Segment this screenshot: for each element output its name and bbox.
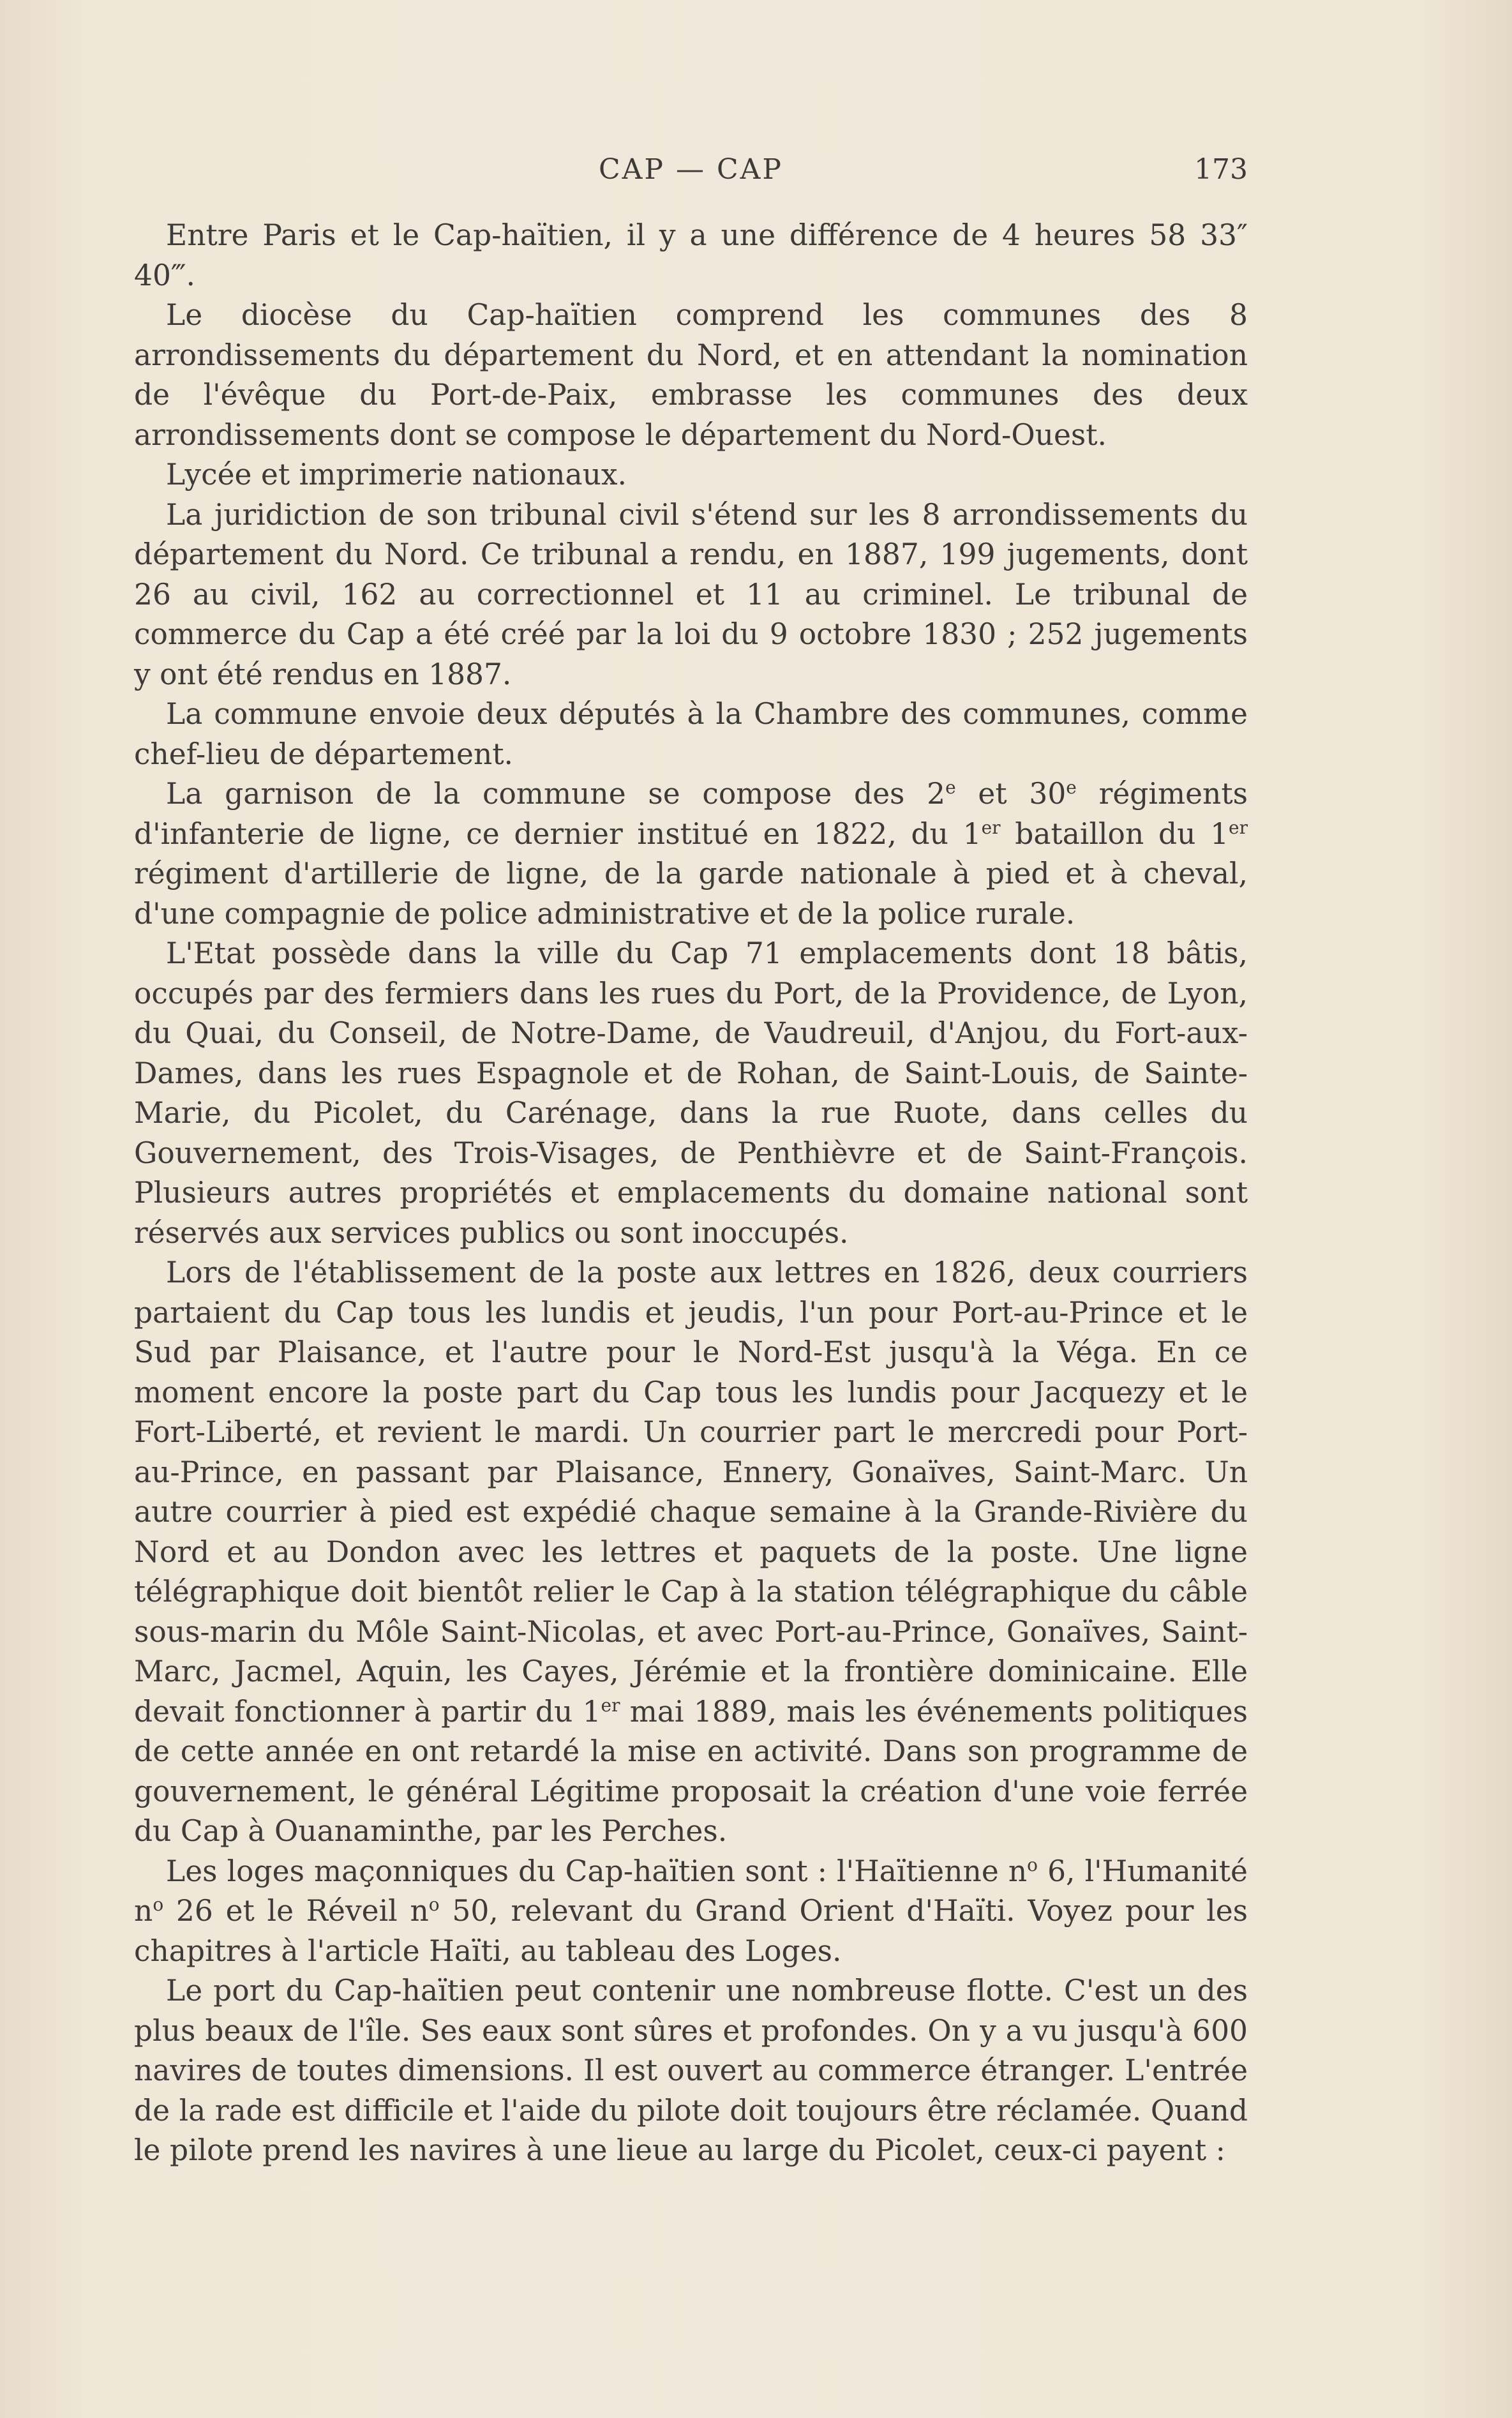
paragraph-garrison: La garnison de la commune se compose des 2e et 30e régiments d'infanterie de ligne, ce dernier institué en 1822, du 1er bataillon du 1er régiment d'artillerie de ligne, de la garde nationale à pied et à cheval, d'une compagnie de police administrative et de la police rurale. [134,777,1248,931]
page-number: 173 [1194,153,1248,186]
paragraph-state-property: L'Etat possède dans la ville du Cap 71 emplacements dont 18 bâtis, occupés par des fermiers dans les rues du Port, de la Providence, de Lyon, du Quai, du Conseil, de Notre-Dame, de Vaudreuil, d'Anjou, du Fort-aux-Dames, dans les rues Espagnole et de Rohan, de Saint-Louis, de Sainte-Marie, du Picolet, du Carénage, dans la rue Ruote, dans celles du Gouvernement, des Trois-Visages, de Penthièvre et de Saint-François. Plusieurs autres propriétés et emplacements du domaine national sont réservés aux services publics ou sont inoccupés. [134,936,1248,1250]
paragraph-time-difference: Entre Paris et le Cap-haïtien, il y a une différence de 4 heures 58 33″ 40‴. [134,218,1248,292]
paragraph-postal-service: Lors de l'établissement de la poste aux lettres en 1826, deux courriers partaient du Cap tous les lundis et jeudis, l'un pour Port-au-Prince et le Sud par Plaisance, et l'autre pour le Nord-Est jusqu'à la Véga. En ce moment encore la poste part du Cap tous les lundis pour Jacquezy et le Fort-Liberté, et revient le mardi. Un courrier part le mercredi pour Port-au-Prince, en passant par Plaisance, Ennery, Gonaïves, Saint-Marc. Un autre courrier à pied est expédié chaque semaine à la Grande-Rivière du Nord et au Dondon avec les lettres et paquets de la poste. Une ligne télégraphique doit bientôt relier le Cap à la station télégraphique du câble sous-marin du Môle Saint-Nicolas, et avec Port-au-Prince, Gonaïves, Saint-Marc, Jacmel, Aquin, les Cayes, Jérémie et la frontière dominicaine. Elle devait fonctionner à partir du 1er mai 1889, mais les événements politiques de cette année en ont retardé la mise en activité. Dans son programme de gouvernement, le général Légitime proposait la création d'une voie ferrée du Cap à Ouanaminthe, par les Perches. [134,1256,1248,1848]
paragraph-deputies: La commune envoie deux députés à la Chambre des communes, comme chef-lieu de département. [134,697,1248,771]
paragraph-lycee: Lycée et imprimerie nationaux. [166,458,627,492]
page-header [134,153,1248,198]
page-body [134,216,1248,2171]
running-title: CAP — CAP [598,153,784,186]
paragraph-tribunal: La juridiction de son tribunal civil s'étend sur les 8 arrondissements du département du Nord. Ce tribunal a rendu, en 1887, 199 jugements, dont 26 au civil, 162 au correctionnel et 11 au criminel. Le tribunal de commerce du Cap a été créé par la loi du 9 octobre 1830 ; 252 jugements y ont été rendus en 1887. [134,497,1248,691]
paragraph-diocese: Le diocèse du Cap-haïtien comprend les communes des 8 arrondissements du département du Nord, et en attendant la nomination de l'évêque du Port-de-Paix, embrasse les communes des deux arrondissements dont se compose le département du Nord-Ouest. [134,298,1248,452]
paragraph-masonic-lodges: Les loges maçonniques du Cap-haïtien sont : l'Haïtienne $n^o$ 6, l'Humanité $n^o$ 26 et le Réveil $n^o$ 50, relevant du Grand Orient d'Haïti. Voyez pour les chapitres à l'article Haïti, au tableau des Loges. [134,1854,1248,1968]
paragraph-port: Le port du Cap-haïtien peut contenir une nombreuse flotte. C'est un des plus beaux de l'île. Ses eaux sont sûres et profondes. On y a vu jusqu'à 600 navires de toutes dimensions. Il est ouvert au commerce étranger. L'entrée de la rade est difficile et l'aide du pilote doit toujours être réclamée. Quand le pilote prend les navires à une lieue au large du Picolet, ceux-ci payent : [134,1974,1248,2167]
